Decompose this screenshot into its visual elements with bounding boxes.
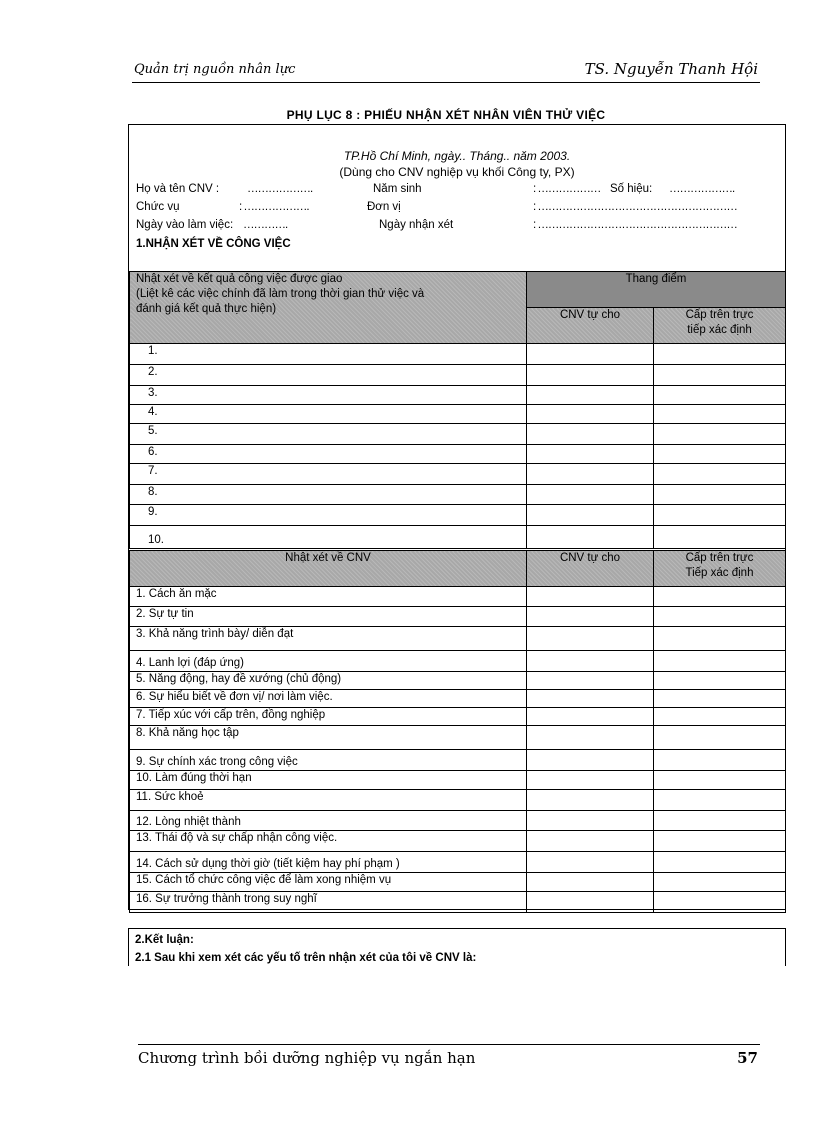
unit-label: Đơn vị	[367, 201, 401, 213]
section-1-heading: 1.NHẬN XÉT VỀ CÔNG VIỆC	[136, 238, 291, 250]
start-date-field[interactable]: ………….	[243, 219, 288, 231]
start-date-label: Ngày vào làm việc:	[136, 219, 234, 231]
supervisor-score-cell[interactable]	[654, 405, 786, 424]
supervisor-score-cell[interactable]	[654, 873, 786, 892]
supervisor-score-cell[interactable]	[654, 526, 786, 549]
table-row[interactable]: 13. Thái độ và sự chấp nhận công việc.	[130, 831, 527, 852]
page-header	[132, 60, 760, 83]
supervisor-score-cell[interactable]	[654, 852, 786, 873]
page-footer	[138, 1044, 760, 1067]
self-score-cell[interactable]	[527, 526, 654, 549]
table-row[interactable]: 4. Lanh lợi (đáp ứng)	[130, 651, 527, 672]
page-number: 57	[737, 1049, 758, 1067]
self-score-cell[interactable]	[527, 852, 654, 873]
self-score-cell[interactable]	[527, 651, 654, 672]
evaluation-form	[128, 124, 786, 910]
self-score-cell[interactable]	[527, 405, 654, 424]
table-row[interactable]: 9. Sự chính xác trong công việc	[130, 750, 527, 771]
birth-year-field[interactable]: : ………………	[533, 183, 601, 195]
table-row[interactable]: 2. Sự tự tin	[130, 607, 527, 627]
supervisor-score-cell[interactable]	[654, 771, 786, 790]
supervisor-score-cell[interactable]	[654, 344, 786, 365]
supervisor-score-cell[interactable]	[654, 607, 786, 627]
self-score-cell[interactable]	[527, 424, 654, 445]
table-row[interactable]: 1.	[130, 344, 527, 365]
table-row[interactable]: 7. Tiếp xúc với cấp trên, đồng nghiệp	[130, 708, 527, 726]
position-label: Chức vụ	[136, 201, 180, 213]
conclusion-line: 2.1 Sau khi xem xét các yếu tố trên nhận xét của tôi về CNV là:	[135, 952, 477, 964]
self-score-cell[interactable]	[527, 587, 654, 607]
table-row[interactable]: 11. Sức khoẻ	[130, 790, 527, 811]
employee-review-table	[129, 550, 786, 913]
supervisor-score-cell[interactable]	[654, 587, 786, 607]
self-score-cell[interactable]	[527, 831, 654, 852]
date-line: TP.Hồ Chí Minh, ngày.. Tháng.. năm 2003.	[343, 149, 571, 163]
supervisor-score-cell[interactable]	[654, 386, 786, 405]
self-score-cell[interactable]	[527, 892, 654, 913]
self-score-cell[interactable]	[527, 365, 654, 386]
self-score-cell[interactable]	[527, 726, 654, 750]
name-field[interactable]: ……………….	[247, 183, 313, 195]
review-date-field[interactable]: : …………………………………………………	[533, 219, 737, 231]
supervisor-score-cell[interactable]	[654, 672, 786, 690]
supervisor-score-cell[interactable]	[654, 445, 786, 464]
table-row[interactable]: 3. Khả năng trình bày/ diễn đạt	[130, 627, 527, 651]
self-score-header: CNV tự cho	[527, 308, 654, 344]
review-date-label: Ngày nhận xét	[379, 219, 454, 231]
table-row[interactable]: 4.	[130, 405, 527, 424]
usage-line: (Dùng cho CNV nghiệp vụ khối Công ty, PX)	[339, 165, 575, 179]
table-row[interactable]: 16. Sự trưởng thành trong suy nghĩ	[130, 892, 527, 913]
supervisor-score-header: Cấp trên trực tiếp xác định	[654, 308, 786, 344]
table-row[interactable]: 6. Sự hiểu biết về đơn vị/ nơi làm việc.	[130, 690, 527, 708]
employee-review-header: Nhật xét về CNV	[130, 551, 527, 587]
conclusion-heading: 2.Kết luận:	[135, 934, 194, 946]
self-score-cell[interactable]	[527, 790, 654, 811]
supervisor-score-cell[interactable]	[654, 485, 786, 505]
code-label: Số hiệu:	[610, 183, 653, 195]
supervisor-score-cell[interactable]	[654, 811, 786, 831]
supervisor-score-cell[interactable]	[654, 424, 786, 445]
table-row[interactable]: 8.	[130, 485, 527, 505]
header-course-title: Quản trị nguồn nhân lực	[134, 62, 296, 77]
self-score-cell[interactable]	[527, 344, 654, 365]
table-row[interactable]: 1. Cách ăn mặc	[130, 587, 527, 607]
supervisor-score-cell[interactable]	[654, 708, 786, 726]
table-row[interactable]: 5.	[130, 424, 527, 445]
self-score-cell[interactable]	[527, 627, 654, 651]
unit-field[interactable]: : …………………………………………………	[533, 201, 737, 213]
birth-year-label: Năm sinh	[373, 183, 422, 195]
table-row[interactable]: 15. Cách tổ chức công việc để làm xong nhiệm vụ	[130, 873, 527, 892]
self-score-cell[interactable]	[527, 445, 654, 464]
supervisor-score-cell[interactable]	[654, 790, 786, 811]
work-results-table	[129, 271, 786, 549]
self-score-header: CNV tự cho	[527, 551, 654, 587]
self-score-cell[interactable]	[527, 607, 654, 627]
supervisor-score-cell[interactable]	[654, 690, 786, 708]
supervisor-score-cell[interactable]	[654, 651, 786, 672]
supervisor-score-cell[interactable]	[654, 831, 786, 852]
supervisor-score-cell[interactable]	[654, 892, 786, 913]
table-row[interactable]: 2.	[130, 365, 527, 386]
table-row[interactable]: 3.	[130, 386, 527, 405]
work-results-header: Nhật xét về kết quả công việc được giao (Liệt kê các việc chính đã làm trong thời gian thử việc và đánh giá kết quả thực hiện)	[130, 272, 527, 344]
table-row[interactable]: 9.	[130, 505, 527, 526]
form-title: PHỤ LỤC 8 : PHIẾU NHẬN XÉT NHÂN VIÊN THỬ VIỆC	[286, 108, 606, 122]
self-score-cell[interactable]	[527, 873, 654, 892]
self-score-cell[interactable]	[527, 386, 654, 405]
table-row[interactable]: 12. Lòng nhiệt thành	[130, 811, 527, 831]
supervisor-score-header: Cấp trên trực Tiếp xác định	[654, 551, 786, 587]
name-label: Họ và tên CNV :	[136, 183, 220, 195]
table-row[interactable]: 7.	[130, 464, 527, 485]
table-row[interactable]: 8. Khả năng học tập	[130, 726, 527, 750]
score-header: Thang điểm	[527, 272, 786, 308]
supervisor-score-cell[interactable]	[654, 627, 786, 651]
self-score-cell[interactable]	[527, 771, 654, 790]
self-score-cell[interactable]	[527, 690, 654, 708]
supervisor-score-cell[interactable]	[654, 750, 786, 771]
supervisor-score-cell[interactable]	[654, 464, 786, 485]
code-field[interactable]: ……………….	[669, 183, 735, 195]
supervisor-score-cell[interactable]	[654, 726, 786, 750]
footer-program-title: Chương trình bồi dưỡng nghiệp vụ ngắn hạn	[138, 1049, 476, 1067]
self-score-cell[interactable]	[527, 485, 654, 505]
supervisor-score-cell[interactable]	[654, 505, 786, 526]
table-row[interactable]: 14. Cách sử dụng thời giờ (tiết kiệm hay phí phạm )	[130, 852, 527, 873]
table-row[interactable]: 6.	[130, 445, 527, 464]
table-row[interactable]: 5. Năng động, hay đề xướng (chủ động)	[130, 672, 527, 690]
table-row[interactable]: 10. Làm đúng thời hạn	[130, 771, 527, 790]
header-author: TS. Nguyễn Thanh Hội	[584, 60, 758, 78]
self-score-cell[interactable]	[527, 505, 654, 526]
self-score-cell[interactable]	[527, 464, 654, 485]
position-field[interactable]: : ……………….	[239, 201, 309, 213]
self-score-cell[interactable]	[527, 672, 654, 690]
self-score-cell[interactable]	[527, 750, 654, 771]
supervisor-score-cell[interactable]	[654, 365, 786, 386]
self-score-cell[interactable]	[527, 811, 654, 831]
self-score-cell[interactable]	[527, 708, 654, 726]
table-row[interactable]: 10.	[130, 526, 527, 549]
conclusion-section	[128, 928, 786, 966]
